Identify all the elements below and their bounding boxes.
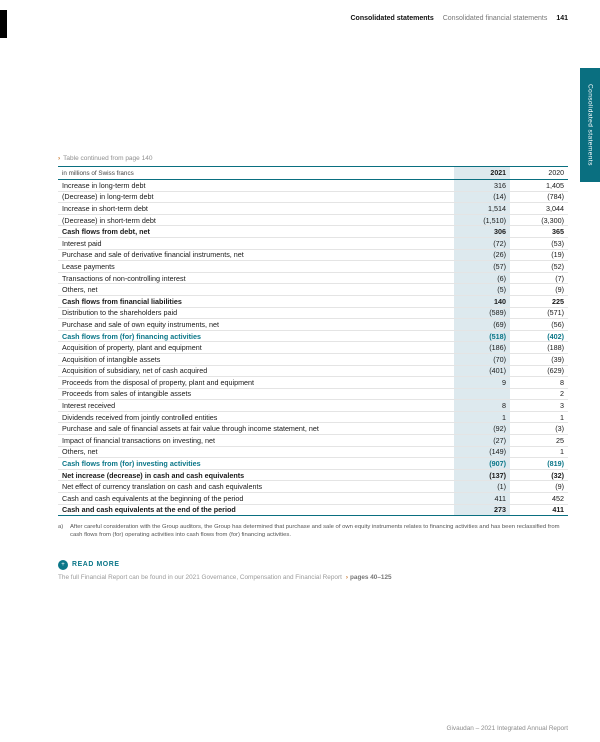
- table-row: [58, 400, 568, 412]
- side-tab-consolidated-statements[interactable]: [580, 68, 600, 182]
- row-label: Acquisition of subsidiary, net of cash acquired: [58, 365, 454, 377]
- value-2020: 1: [510, 446, 568, 458]
- table-row: [58, 319, 568, 331]
- value-2021: 316: [454, 180, 510, 192]
- value-2020: (819): [510, 458, 568, 470]
- row-label: Others, net: [58, 446, 454, 458]
- value-2020: 365: [510, 226, 568, 238]
- page-footer: Givaudan – 2021 Integrated Annual Report: [446, 725, 568, 732]
- table-row: [58, 481, 568, 493]
- row-label: Impact of financial transactions on investing, net: [58, 435, 454, 447]
- table-row: [58, 342, 568, 354]
- value-2021: (92): [454, 423, 510, 435]
- table-row: [58, 377, 568, 389]
- value-2020: 1: [510, 411, 568, 423]
- value-2021: (26): [454, 249, 510, 261]
- row-label: Cash flows from financial liabilities: [58, 295, 454, 307]
- value-2021: (70): [454, 353, 510, 365]
- row-label: Dividends received from jointly controlled entities: [58, 411, 454, 423]
- value-2021: (72): [454, 237, 510, 249]
- read-more-section: [58, 560, 568, 581]
- cash-flow-table-body: [58, 180, 568, 516]
- row-label: Others, net: [58, 284, 454, 296]
- value-2020: (53): [510, 237, 568, 249]
- table-row: [58, 411, 568, 423]
- value-2020: 225: [510, 295, 568, 307]
- book-icon: +: [58, 560, 68, 570]
- unit-label: in millions of Swiss francs: [58, 167, 454, 180]
- value-2020: 8: [510, 377, 568, 389]
- value-2021: (518): [454, 330, 510, 342]
- page-corner-mark: [0, 10, 7, 38]
- value-2021: (57): [454, 261, 510, 273]
- row-label: Interest received: [58, 400, 454, 412]
- value-2021: 306: [454, 226, 510, 238]
- table-row: [58, 237, 568, 249]
- value-2021: (149): [454, 446, 510, 458]
- row-label: Purchase and sale of derivative financial instruments, net: [58, 249, 454, 261]
- page-header: [350, 15, 568, 22]
- footnote-text: After careful consideration with the Group auditors, the Group has determined that purchase and sale of own equity instruments relates to financing activities and has been reclassified from cash flows from (for) operating activities into cash flows from (for) financing activities.: [70, 524, 560, 539]
- value-2020: (3,300): [510, 214, 568, 226]
- table-row: [58, 295, 568, 307]
- header-section-title: Consolidated statements: [350, 15, 434, 22]
- row-label: Cash flows from debt, net: [58, 226, 454, 238]
- value-2021: (69): [454, 319, 510, 331]
- value-2021: (1,510): [454, 214, 510, 226]
- value-2020: 411: [510, 504, 568, 516]
- table-row: [58, 423, 568, 435]
- value-2021: (137): [454, 469, 510, 481]
- value-2021: (14): [454, 191, 510, 203]
- value-2021: [454, 388, 510, 400]
- row-label: Cash and cash equivalents at the end of the period: [58, 504, 454, 516]
- value-2020: (32): [510, 469, 568, 481]
- row-label: Interest paid: [58, 237, 454, 249]
- value-2020: (7): [510, 272, 568, 284]
- table-row: [58, 307, 568, 319]
- column-header-2021: 2021: [454, 167, 510, 180]
- value-2020: 2: [510, 388, 568, 400]
- row-label: Net increase (decrease) in cash and cash equivalents: [58, 469, 454, 481]
- value-2020: (19): [510, 249, 568, 261]
- table-row: [58, 365, 568, 377]
- footnote-marker: a): [58, 524, 64, 531]
- value-2020: 3,044: [510, 203, 568, 215]
- value-2020: (39): [510, 353, 568, 365]
- row-label: Purchase and sale of own equity instruments, net: [58, 319, 454, 331]
- table-row: [58, 458, 568, 470]
- value-2020: (3): [510, 423, 568, 435]
- value-2021: 1: [454, 411, 510, 423]
- table-row: [58, 435, 568, 447]
- value-2020: (784): [510, 191, 568, 203]
- header-page-number: 141: [556, 15, 568, 22]
- chevron-right-icon: ›: [58, 155, 61, 162]
- value-2021: 9: [454, 377, 510, 389]
- value-2021: (401): [454, 365, 510, 377]
- value-2020: 452: [510, 493, 568, 505]
- value-2021: (5): [454, 284, 510, 296]
- table-row: [58, 261, 568, 273]
- header-subsection-title: Consolidated financial statements: [442, 15, 548, 22]
- value-2020: (571): [510, 307, 568, 319]
- value-2020: (52): [510, 261, 568, 273]
- row-label: Purchase and sale of financial assets at fair value through income statement, net: [58, 423, 454, 435]
- column-header-2020: 2020: [510, 167, 568, 180]
- value-2021: 411: [454, 493, 510, 505]
- cash-flow-table: [58, 166, 568, 516]
- footnote: [58, 523, 568, 540]
- value-2020: (629): [510, 365, 568, 377]
- table-row: [58, 388, 568, 400]
- table-row: [58, 214, 568, 226]
- table-row: [58, 330, 568, 342]
- row-label: Proceeds from sales of intangible assets: [58, 388, 454, 400]
- read-more-header: [58, 560, 568, 570]
- value-2021: (589): [454, 307, 510, 319]
- row-label: Cash and cash equivalents at the beginning of the period: [58, 493, 454, 505]
- row-label: Net effect of currency translation on cash and cash equivalents: [58, 481, 454, 493]
- value-2020: 25: [510, 435, 568, 447]
- value-2021: (1): [454, 481, 510, 493]
- table-row: [58, 504, 568, 516]
- value-2020: (402): [510, 330, 568, 342]
- table-row: [58, 272, 568, 284]
- table-row: [58, 284, 568, 296]
- row-label: Acquisition of property, plant and equipment: [58, 342, 454, 354]
- table-header-row: [58, 167, 568, 180]
- table-continued-note-text: Table continued from page 140: [63, 155, 153, 162]
- row-label: Acquisition of intangible assets: [58, 353, 454, 365]
- table-row: [58, 493, 568, 505]
- row-label: Cash flows from (for) financing activities: [58, 330, 454, 342]
- table-row: [58, 353, 568, 365]
- table-row: [58, 469, 568, 481]
- table-row: [58, 226, 568, 238]
- row-label: Increase in long-term debt: [58, 180, 454, 192]
- value-2020: (56): [510, 319, 568, 331]
- read-more-text: [58, 574, 568, 581]
- table-row: [58, 446, 568, 458]
- read-more-pages-link[interactable]: pages 40–125: [349, 573, 392, 581]
- row-label: Lease payments: [58, 261, 454, 273]
- read-more-description: The full Financial Report can be found in our 2021 Governance, Compensation and Financial Report: [58, 573, 342, 581]
- table-continued-note: [58, 155, 568, 162]
- table-row: [58, 191, 568, 203]
- value-2021: (27): [454, 435, 510, 447]
- row-label: Distribution to the shareholders paid: [58, 307, 454, 319]
- value-2020: 1,405: [510, 180, 568, 192]
- value-2021: (186): [454, 342, 510, 354]
- chevron-right-icon: ›: [345, 573, 348, 581]
- side-tab-label: Consolidated statements: [586, 84, 594, 166]
- row-label: Increase in short-term debt: [58, 203, 454, 215]
- value-2020: (188): [510, 342, 568, 354]
- value-2021: 8: [454, 400, 510, 412]
- value-2020: (9): [510, 284, 568, 296]
- value-2021: (6): [454, 272, 510, 284]
- value-2021: (907): [454, 458, 510, 470]
- value-2021: 273: [454, 504, 510, 516]
- value-2020: 3: [510, 400, 568, 412]
- row-label: (Decrease) in long-term debt: [58, 191, 454, 203]
- row-label: Proceeds from the disposal of property, plant and equipment: [58, 377, 454, 389]
- value-2020: (9): [510, 481, 568, 493]
- main-content: [58, 155, 568, 581]
- value-2021: 1,514: [454, 203, 510, 215]
- row-label: (Decrease) in short-term debt: [58, 214, 454, 226]
- row-label: Cash flows from (for) investing activities: [58, 458, 454, 470]
- table-row: [58, 203, 568, 215]
- table-row: [58, 249, 568, 261]
- table-row: [58, 180, 568, 192]
- row-label: Transactions of non-controlling interest: [58, 272, 454, 284]
- read-more-title: READ MORE: [72, 561, 120, 569]
- value-2021: 140: [454, 295, 510, 307]
